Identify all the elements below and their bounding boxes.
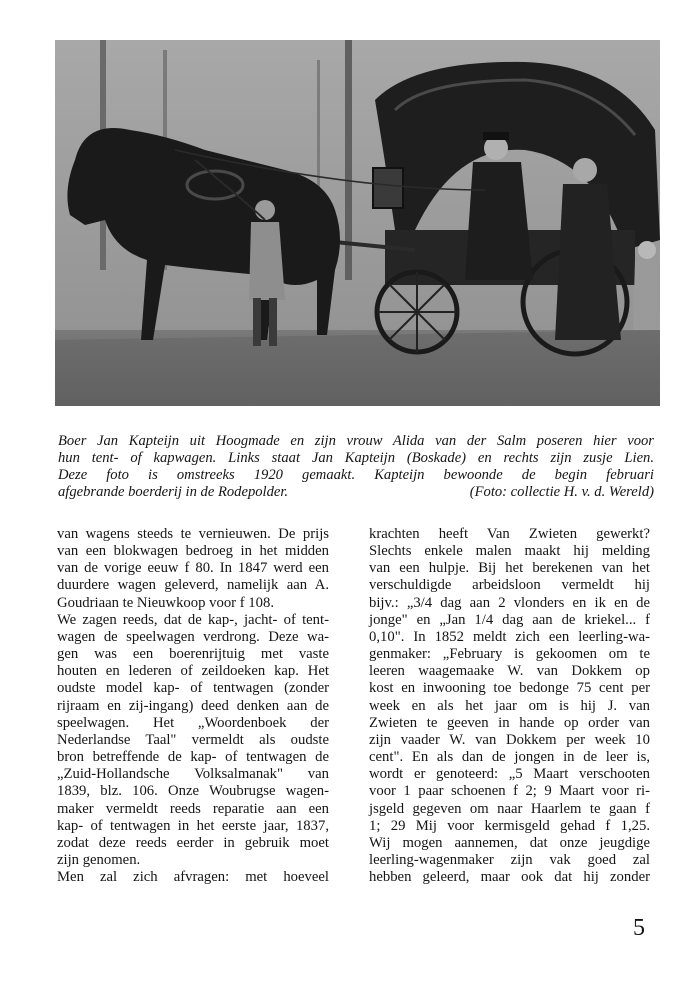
woman-head bbox=[573, 158, 597, 182]
text-line: Zwieten te geeven in hande op order van bbox=[369, 714, 650, 731]
text-line: Nederlandse Taal" vermeldt als oudste bbox=[57, 731, 329, 748]
text-line: van wagens steeds te vernieuwen. De prijs bbox=[57, 526, 329, 542]
text-line: duurdere wagen geleverd, namelijk aan A. bbox=[57, 577, 329, 594]
text-line: 0,10". In 1852 meldt zich een leerling-wa- bbox=[369, 628, 650, 645]
caption-last-line-text: afgebrande boerderij in de Rodepolder. bbox=[58, 484, 289, 500]
text-line: bron betreffende de kap- of tentwagen de bbox=[57, 749, 329, 766]
text-line: bijv.: „3/4 dag aan 2 vlonders en ik en de bbox=[369, 594, 650, 611]
text-line: krachten heeft Van Zwieten gewerkt? bbox=[369, 526, 650, 542]
text-line: wordt er genoteerd: „5 Maart verschooten bbox=[369, 766, 650, 783]
text-line: Wij mogen aannemen, dat onze jeugdige bbox=[369, 834, 650, 851]
text-line: voor 1 paar schoenen f 2; 9 Maart voor ri- bbox=[369, 783, 650, 800]
text-line: van de vorige eeuw f 80. In 1847 werd een bbox=[57, 560, 329, 577]
text-line: kost en inwooning toe bedonge 75 cent per bbox=[369, 680, 650, 697]
right-text-column bbox=[369, 526, 650, 886]
text-line: leeren waagemaake W. van Dokkem op bbox=[369, 663, 650, 680]
text-line: leerling-wagenmaker zijn vak goed zal bbox=[369, 851, 650, 868]
text-line: maker vermeldt reeds reparatie aan een bbox=[57, 800, 329, 817]
photo-caption bbox=[58, 433, 654, 501]
text-line: houten en lederen of zeildoeken kap. Het bbox=[57, 663, 329, 680]
text-line: jonge" en „Jan 1/4 dag aan de kriekel... f bbox=[369, 611, 650, 628]
caption-line: Deze foto is omstreeks 1920 gemaakt. Kapteijn bewoonde de begin februari bbox=[58, 467, 654, 483]
text-line: We zagen reeds, dat de kap-, jacht- of tent- bbox=[57, 611, 329, 628]
text-line: zodat deze reeds eerder in gebruik moet bbox=[57, 834, 329, 851]
text-line: kap- of tentwagen in het eerste jaar, 1837, bbox=[57, 817, 329, 834]
text-line: Slechts enkele malen maakt hij melding bbox=[369, 543, 650, 560]
text-line: cent". En als dan de jongen in de leer is, bbox=[369, 749, 650, 766]
photo-credit: (Foto: collectie H. v. d. Wereld) bbox=[469, 484, 654, 500]
text-line: van een hulpje. Bij het berekenen van het bbox=[369, 560, 650, 577]
left-text-column bbox=[57, 526, 329, 886]
caption-line: Boer Jan Kapteijn uit Hoogmade en zijn vrouw Alida van der Salm poseren hier voor bbox=[58, 433, 654, 449]
text-line: oudste model kap- of tentwagen (zonder bbox=[57, 680, 329, 697]
lamp bbox=[373, 168, 403, 208]
text-line: „Zuid-Hollandsche Volksalmanak" van bbox=[57, 766, 329, 783]
text-line: week en als het jaar om is hij J. van bbox=[369, 697, 650, 714]
text-line: Men zal zich afvragen: met hoeveel bbox=[57, 869, 329, 886]
text-line: wagen de speelwagen verdrong. Deze wa- bbox=[57, 628, 329, 645]
text-line: 1839, blz. 106. Onze Woubrugse wagen- bbox=[57, 783, 329, 800]
text-line: rijraam en zij-ingang) deed denken aan de bbox=[57, 697, 329, 714]
photo-illustration bbox=[55, 40, 660, 406]
text-line: jsgeld gegeven om naar Haarlem te gaan f bbox=[369, 800, 650, 817]
photograph bbox=[55, 40, 660, 406]
text-line: verschuldigde arbeidsloon vermeldt hij bbox=[369, 577, 650, 594]
text-line: van een blokwagen bedroeg in het midden bbox=[57, 543, 329, 560]
text-line: speelwagen. Het „Woordenboek der bbox=[57, 714, 329, 731]
boy-head bbox=[255, 200, 275, 220]
text-line: zijn genomen. bbox=[57, 851, 141, 868]
caption-line bbox=[58, 484, 654, 501]
girl-head bbox=[638, 241, 656, 259]
text-line: gen was een boerenrijtuig met vaste bbox=[57, 646, 329, 663]
text-line: 1; 29 Mij voor kermisgeld gehad f 1,25. bbox=[369, 817, 650, 834]
text-line: hebben geleerd, maar ook dat hij zonder bbox=[369, 869, 650, 886]
caption-line: hun tent- of kapwagen. Links staat Jan Kapteijn (Boskade) en rechts zijn zusje Lien. bbox=[58, 450, 654, 466]
text-line: zijn vaader W. van Dokkem per week 10 bbox=[369, 731, 650, 748]
page-number: 5 bbox=[633, 915, 645, 941]
text-line: Goudriaan te Nieuwkoop voor f 108. bbox=[57, 594, 274, 611]
text-line: genmaker: „February is gekoomen om te bbox=[369, 646, 650, 663]
